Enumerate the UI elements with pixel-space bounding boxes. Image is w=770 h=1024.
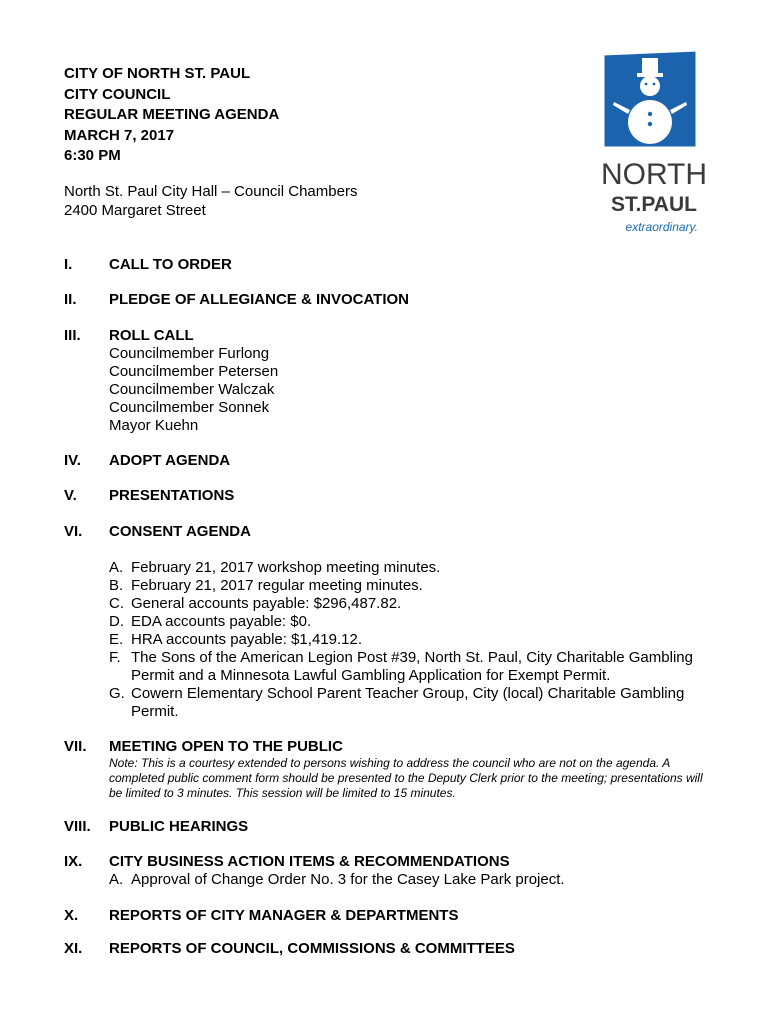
section-title: PRESENTATIONS: [109, 487, 235, 504]
section-title: REPORTS OF COUNCIL, COMMISSIONS & COMMITTEES: [109, 940, 515, 957]
section-number: VIII.: [64, 818, 91, 835]
section-title: CALL TO ORDER: [109, 256, 232, 273]
section-title: REPORTS OF CITY MANAGER & DEPARTMENTS: [109, 907, 459, 924]
header-date: MARCH 7, 2017: [64, 126, 175, 144]
logo-north-text: NORTH: [600, 158, 708, 191]
section-title: CITY BUSINESS ACTION ITEMS & RECOMMENDATIONS: [109, 853, 510, 870]
roll-call-member: Councilmember Walczak: [109, 381, 275, 398]
meeting-location: [64, 182, 357, 220]
section-number: X.: [64, 907, 79, 924]
section-title: CONSENT AGENDA: [109, 523, 251, 540]
logo-tagline: extraordinary.: [625, 220, 698, 234]
section-title: PUBLIC HEARINGS: [109, 818, 249, 835]
action-item: A. Approval of Change Order No. 3 for the Casey Lake Park project.: [109, 871, 565, 888]
section-number: II.: [64, 291, 77, 308]
header-body: CITY COUNCIL: [64, 85, 171, 103]
city-logo: [596, 48, 712, 238]
section-title: ROLL CALL: [109, 327, 194, 344]
snowman-logo-icon: [600, 48, 700, 150]
location-address: 2400 Margaret Street: [64, 202, 206, 219]
section-title: MEETING OPEN TO THE PUBLIC: [109, 738, 343, 755]
consent-item: G. Cowern Elementary School Parent Teacher Group, City (local) Charitable Gambling Permit.: [109, 685, 685, 720]
section-title: PLEDGE OF ALLEGIANCE & INVOCATION: [109, 291, 410, 308]
logo-stpaul-text: ST.PAUL: [611, 193, 697, 216]
roll-call-member: Councilmember Furlong: [109, 345, 270, 362]
header-city: CITY OF NORTH ST. PAUL: [64, 65, 251, 82]
consent-item: D. EDA accounts payable: $0.: [109, 613, 312, 630]
location-building: North St. Paul City Hall – Council Chambers: [64, 183, 358, 200]
consent-item: F. The Sons of the American Legion Post #39, North St. Paul, City Charitable Gambling Permit and a Minnesota Lawful Gambling Application for Exempt Permit.: [109, 649, 693, 684]
header-document-type: REGULAR MEETING AGENDA: [64, 106, 280, 123]
consent-item: B. February 21, 2017 regular meeting minutes.: [109, 577, 423, 594]
section-number: I.: [64, 256, 73, 273]
agenda-header: [64, 64, 279, 167]
section-number: IX.: [64, 853, 83, 870]
section-number: V.: [64, 487, 77, 504]
header-time: 6:30 PM: [64, 147, 121, 164]
consent-item: E. HRA accounts payable: $1,419.12.: [109, 631, 362, 648]
consent-item: A. February 21, 2017 workshop meeting minutes.: [109, 559, 441, 576]
roll-call-member: Mayor Kuehn: [109, 417, 199, 434]
roll-call-member: Councilmember Petersen: [109, 363, 279, 380]
section-number: IV.: [64, 452, 81, 469]
section-number: VI.: [64, 523, 83, 540]
roll-call-member: Councilmember Sonnek: [109, 399, 270, 416]
section-number: VII.: [64, 738, 87, 755]
section-number: XI.: [64, 940, 83, 957]
section-number: III.: [64, 327, 81, 344]
public-comment-note: Note: This is a courtesy extended to persons wishing to address the council who are not on the agenda. A completed public comment form should be presented to the Deputy Clerk prior to the meeting; presentations will be limited to 3 minutes. This session will be limited to 15 minutes.: [109, 756, 703, 800]
consent-item: C. General accounts payable: $296,487.82.: [109, 595, 402, 612]
section-title: ADOPT AGENDA: [109, 452, 231, 469]
